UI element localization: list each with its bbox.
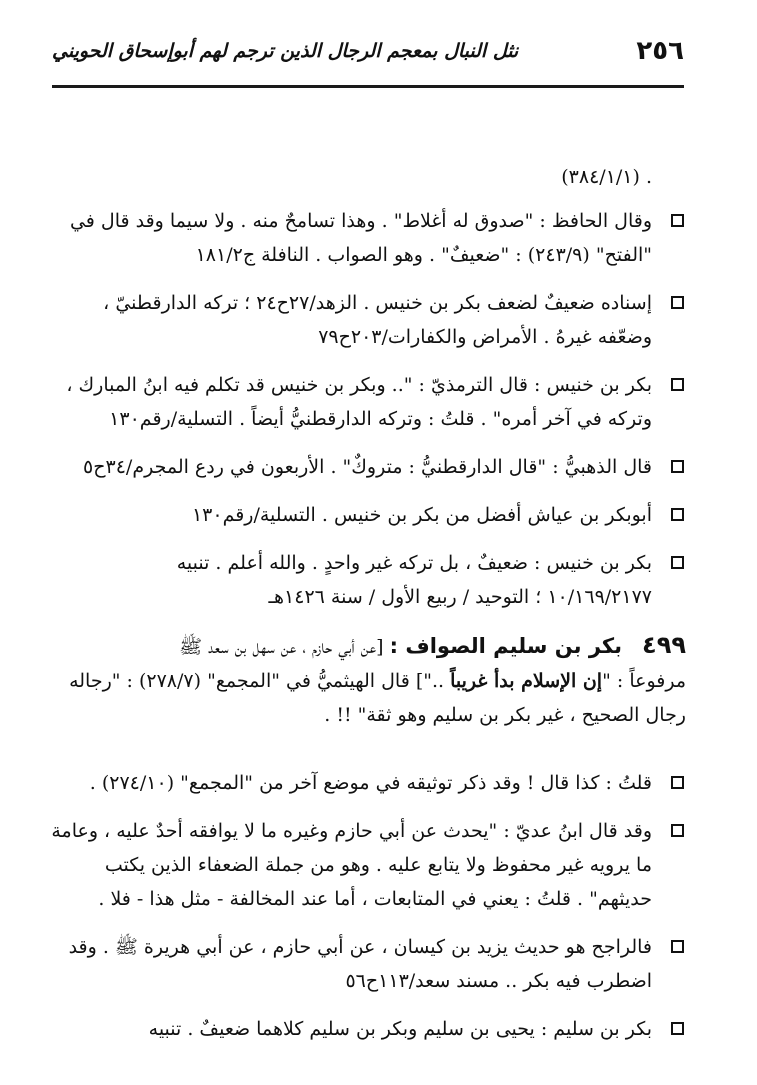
checkbox-bullet — [671, 940, 684, 953]
checkbox-bullet — [671, 508, 684, 521]
checkbox-bullet — [671, 378, 684, 391]
entry-line: فالراجح هو حديث يزيد بن كيسان ، عن أبي حازم ، عن أبي هريرة ﷺ . وقد — [68, 936, 652, 958]
checkbox-bullet — [671, 214, 684, 227]
intro-line-text: . (٣٨٤/١/١) — [561, 166, 652, 188]
entry-item — [50, 546, 686, 614]
entry-line: وتركه في آخر أمره" . قلتُ : وتركه الدارقطنيُّ أيضاً . التسلية/رقم١٣٠ — [109, 408, 652, 430]
checkbox-bullet — [671, 1022, 684, 1035]
entry-item — [50, 450, 686, 484]
page-header — [52, 32, 684, 82]
article-name: بكر بن سليم الصواف : — [389, 634, 622, 658]
entry-line: إسناده ضعيفٌ لضعف بكر بن خنيس . الزهد/٢٧ح٢٤ ؛ تركه الدارقطنيّ ، — [103, 292, 652, 314]
entry-item — [50, 368, 686, 436]
entry-line: بكر بن سليم : يحيى بن سليم وبكر بن سليم كلاهما ضعيفٌ . تنبيه — [148, 1018, 652, 1040]
entry-line: اضطرب فيه بكر .. مسند سعد/١١٣ح٥٦ — [345, 970, 652, 992]
running-title: نثل النبال بمعجم الرجال الذين ترجم لهم أبوإسحاق الحويني — [52, 40, 519, 62]
entry-item — [50, 204, 686, 272]
entry-line: وضعّفه غيرهُ . الأمراض والكفارات/٢٠٣ح٧٩ — [318, 326, 652, 348]
entry-item — [50, 814, 686, 916]
entry-line: "الفتح" (٢٤٣/٩) : "ضعيفٌ" . وهو الصواب . النافلة ج١٨١/٢ — [195, 244, 652, 266]
page-number: ٢٥٦ — [636, 36, 684, 66]
entry-item — [50, 766, 686, 800]
entry-item — [50, 1012, 686, 1046]
entry-line: قلتُ : كذا قال ! وقد ذكر توثيقه في موضع آخر من "المجمع" (٢٧٤/١٠) . — [89, 772, 652, 794]
article-second-line — [50, 664, 686, 698]
entry-line: وقد قال ابنُ عديّ : "يحدث عن أبي حازم وغيره ما لا يوافقه أحدٌ عليه ، وعامة — [51, 820, 652, 842]
entry-line: ما يرويه غير محفوظ ولا يتابع عليه . وهو من جملة الضعفاء الذين يكتب — [104, 854, 652, 876]
entry-item — [50, 286, 686, 354]
article-entry — [50, 628, 686, 732]
entry-line: قال الذهبيُّ : "قال الدارقطنيُّ : متروكٌ" . الأربعون في ردع المجرم/٣٤ح٥ — [83, 456, 652, 478]
article-line2-a: مرفوعاً : " — [602, 670, 686, 692]
entry-line: بكر بن خنيس : قال الترمذيّ : ".. وبكر بن خنيس قد تكلم فيه ابنُ المبارك ، — [66, 374, 652, 396]
entry-line: ١٠/١٦٩/٢١٧٧ ؛ التوحيد / ربيع الأول / سنة ١٤٢٦هـ — [268, 586, 652, 608]
checkbox-bullet — [671, 776, 684, 789]
checkbox-bullet — [671, 460, 684, 473]
article-line2-b: .."] قال الهيثميُّ في "المجمع" (٢٧٨/٧) : "رجاله — [69, 670, 451, 692]
article-first-line — [50, 628, 686, 664]
entry-item — [50, 930, 686, 998]
entry-line: وقال الحافظ : "صدوق له أغلاط" . وهذا تسامحٌ منه . ولا سيما وقد قال في — [69, 210, 652, 232]
header-rule — [52, 85, 684, 88]
entry-item — [50, 498, 686, 532]
hadith-text: إن الإسلام بدأ غريباً — [450, 670, 603, 692]
checkbox-bullet — [671, 296, 684, 309]
checkbox-bullet — [671, 556, 684, 569]
entry-line: أبوبكر بن عياش أفضل من بكر بن خنيس . التسلية/رقم١٣٠ — [191, 504, 652, 526]
entry-line: حديثهم" . قلتُ : يعني في المتابعات ، أما عند المخالفة - مثل هذا - فلا . — [98, 888, 652, 910]
article-line1-rest: [عن أبي حازم ، عن سهل بن سعد ﷺ — [179, 636, 384, 658]
article-number: ٤٩٩ — [642, 631, 686, 659]
checkbox-bullet — [671, 824, 684, 837]
article-third-line: رجال الصحيح ، غير بكر بن سليم وهو ثقة" !! . — [324, 704, 686, 726]
intro-line — [50, 160, 686, 194]
entry-line: بكر بن خنيس : ضعيفٌ ، بل تركه غير واحدٍ . والله أعلم . تنبيه — [176, 552, 652, 574]
page-body — [50, 160, 686, 1060]
